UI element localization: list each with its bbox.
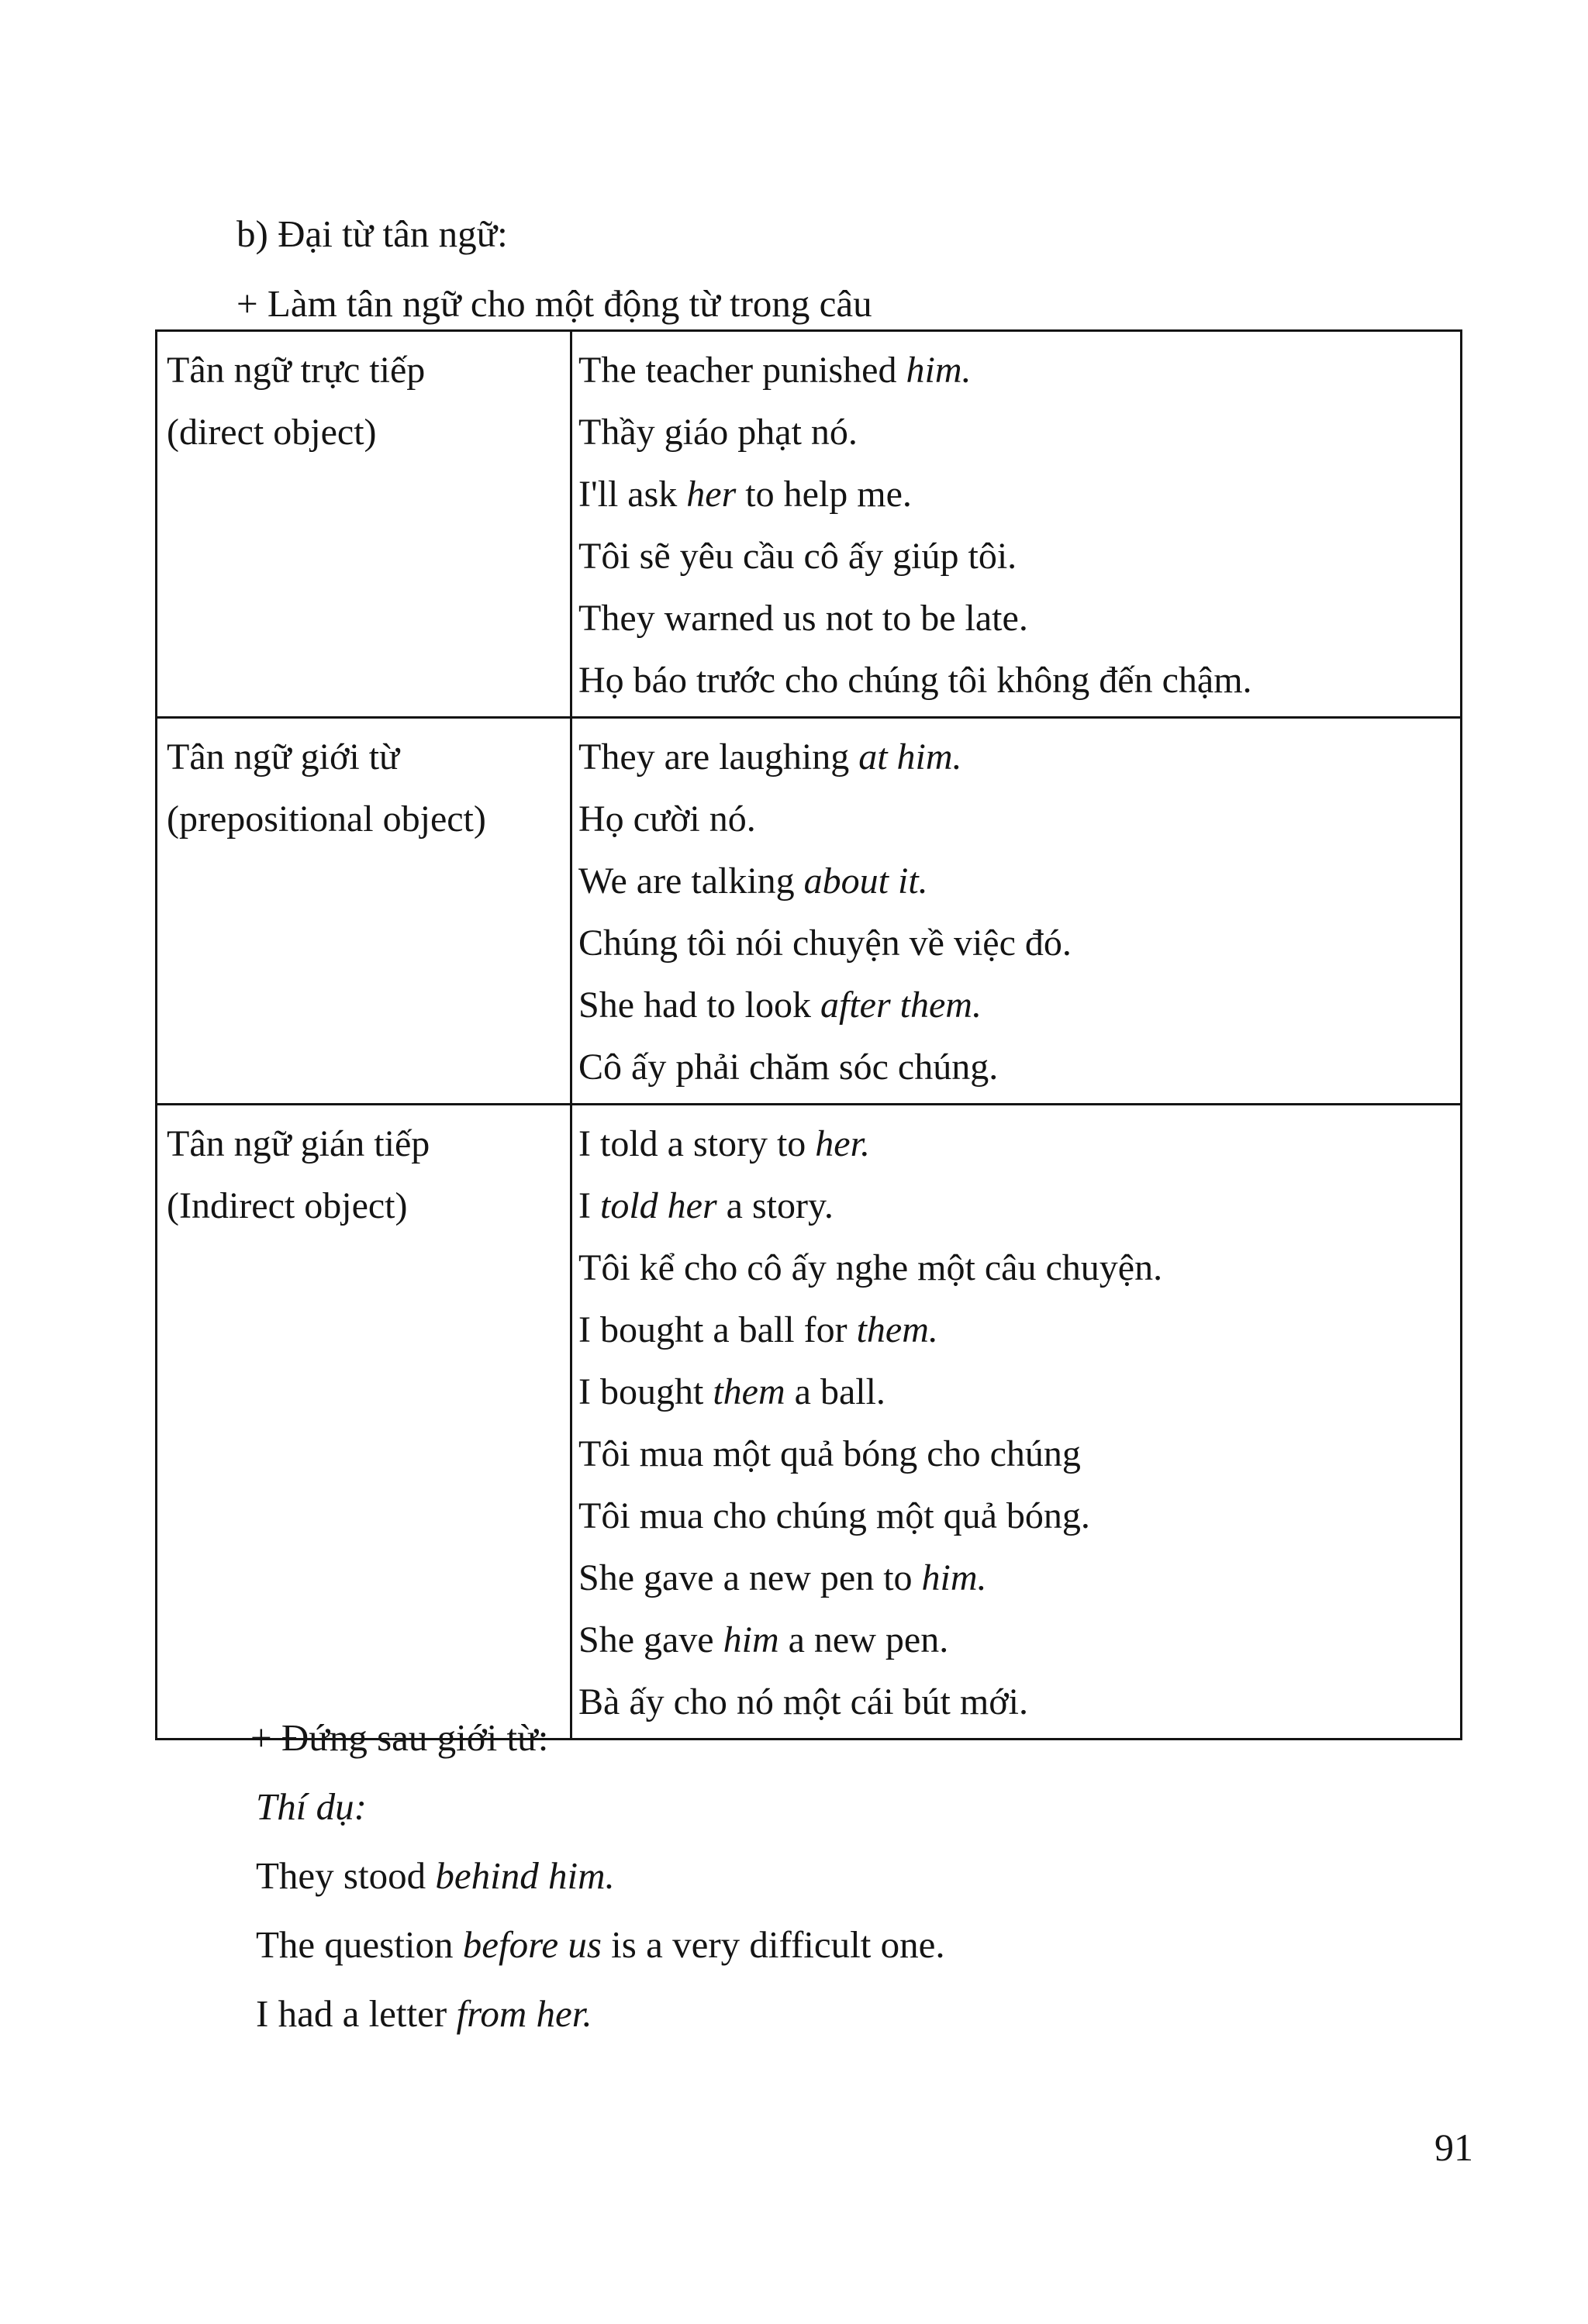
emphasized-text: him.	[921, 1557, 987, 1598]
emphasized-text: at him.	[858, 736, 962, 778]
object-type-label: Tân ngữ gián tiếp	[167, 1123, 430, 1164]
text-segment: Tôi sẽ yêu cầu cô ấy giúp tôi.	[578, 536, 1017, 577]
example-line	[578, 402, 1460, 464]
example-line	[578, 1175, 1460, 1237]
page-number: 91	[1434, 2126, 1473, 2169]
emphasized-text: after them.	[820, 984, 982, 1026]
example-line	[578, 340, 1460, 402]
example-line	[578, 1113, 1460, 1175]
text-segment: The teacher punished	[578, 350, 906, 391]
text-segment: Tôi mua một quả bóng cho chúng	[578, 1433, 1081, 1474]
example-line	[578, 1423, 1460, 1485]
example-line	[578, 588, 1460, 650]
text-segment: I had a letter	[256, 1992, 457, 2035]
text-segment: She gave	[578, 1619, 723, 1660]
text-segment: I bought	[578, 1371, 713, 1412]
example-line	[578, 1485, 1460, 1547]
examples-cell	[571, 718, 1462, 1105]
text-segment: They stood	[256, 1854, 436, 1897]
text-segment: I bought a ball for	[578, 1309, 857, 1350]
text-segment: Thầy giáo phạt nó.	[578, 412, 858, 453]
example-sentence	[256, 1991, 592, 2037]
example-line	[578, 1547, 1460, 1609]
example-sentence	[256, 1853, 615, 1899]
text-segment: Cô ấy phải chăm sóc chúng.	[578, 1046, 999, 1088]
example-line	[578, 1361, 1460, 1423]
emphasized-text: told her	[599, 1185, 717, 1226]
example-line	[578, 1609, 1460, 1671]
examples-cell	[571, 331, 1462, 718]
text-segment: a ball.	[785, 1371, 885, 1412]
example-line	[578, 850, 1460, 912]
text-segment: a new pen.	[778, 1619, 949, 1660]
table-row	[157, 1105, 1462, 1740]
text-segment: Họ báo trước cho chúng tôi không đến chậm.	[578, 660, 1252, 701]
object-type-label: Tân ngữ trực tiếp	[167, 350, 426, 391]
emphasized-text: them.	[856, 1309, 938, 1350]
object-type-cell	[157, 1105, 571, 1740]
example-line	[578, 1299, 1460, 1361]
object-type-cell	[157, 718, 571, 1105]
text-segment: Chúng tôi nói chuyện về việc đó.	[578, 922, 1072, 964]
section-subheading: + Làm tân ngữ cho một động từ trong câu	[236, 282, 872, 325]
text-segment: They warned us not to be late.	[578, 598, 1028, 639]
text-segment: Bà ấy cho nó một cái bút mới.	[578, 1681, 1028, 1722]
text-segment: Họ cười nó.	[578, 798, 756, 840]
object-type-cell	[157, 331, 571, 718]
table-body	[157, 331, 1462, 1740]
text-segment: I	[578, 1185, 600, 1226]
example-line	[578, 526, 1460, 588]
emphasized-text: before us	[462, 1923, 602, 1966]
text-segment: a story.	[716, 1185, 834, 1226]
text-segment: She had to look	[578, 984, 820, 1026]
emphasized-text: her	[686, 474, 737, 515]
emphasized-text: them	[713, 1371, 785, 1412]
text-segment: The question	[256, 1923, 463, 1966]
example-line	[578, 650, 1460, 712]
object-type-english: (Indirect object)	[167, 1185, 408, 1226]
example-line	[578, 912, 1460, 974]
emphasized-text: behind him.	[435, 1854, 615, 1897]
text-segment: I'll ask	[578, 474, 687, 515]
example-line	[578, 726, 1460, 788]
object-type-english: (prepositional object)	[167, 798, 486, 840]
example-line	[578, 1237, 1460, 1299]
example-line	[578, 464, 1460, 526]
emphasized-text: her.	[815, 1123, 870, 1164]
example-label: Thí dụ:	[256, 1785, 367, 1828]
text-segment: We are talking	[578, 860, 804, 902]
emphasized-text: him	[723, 1619, 779, 1660]
object-type-label: Tân ngữ giới từ	[167, 736, 400, 778]
text-segment: Tôi mua cho chúng một quả bóng.	[578, 1495, 1090, 1536]
emphasized-text: him.	[906, 350, 972, 391]
text-segment: is a very difficult one.	[601, 1923, 945, 1966]
object-type-english: (direct object)	[167, 412, 377, 453]
emphasized-text: from her.	[456, 1992, 592, 2035]
object-pronoun-table	[155, 329, 1462, 1740]
text-segment: Tôi kể cho cô ấy nghe một câu chuyện.	[578, 1247, 1163, 1288]
example-line	[578, 788, 1460, 850]
text-segment: I told a story to	[578, 1123, 816, 1164]
emphasized-text: about it.	[803, 860, 928, 902]
example-sentence	[256, 1922, 945, 1968]
section-heading: b) Đại từ tân ngữ:	[236, 212, 508, 255]
text-segment: to help me.	[736, 474, 912, 515]
text-segment: She gave a new pen to	[578, 1557, 922, 1598]
example-line	[578, 1671, 1460, 1733]
table-row	[157, 718, 1462, 1105]
example-line	[578, 1036, 1460, 1098]
table-row	[157, 331, 1462, 718]
text-segment: They are laughing	[578, 736, 859, 778]
after-preposition-heading: + Đứng sau giới từ:	[250, 1716, 549, 1759]
example-line	[578, 974, 1460, 1036]
examples-cell	[571, 1105, 1462, 1740]
